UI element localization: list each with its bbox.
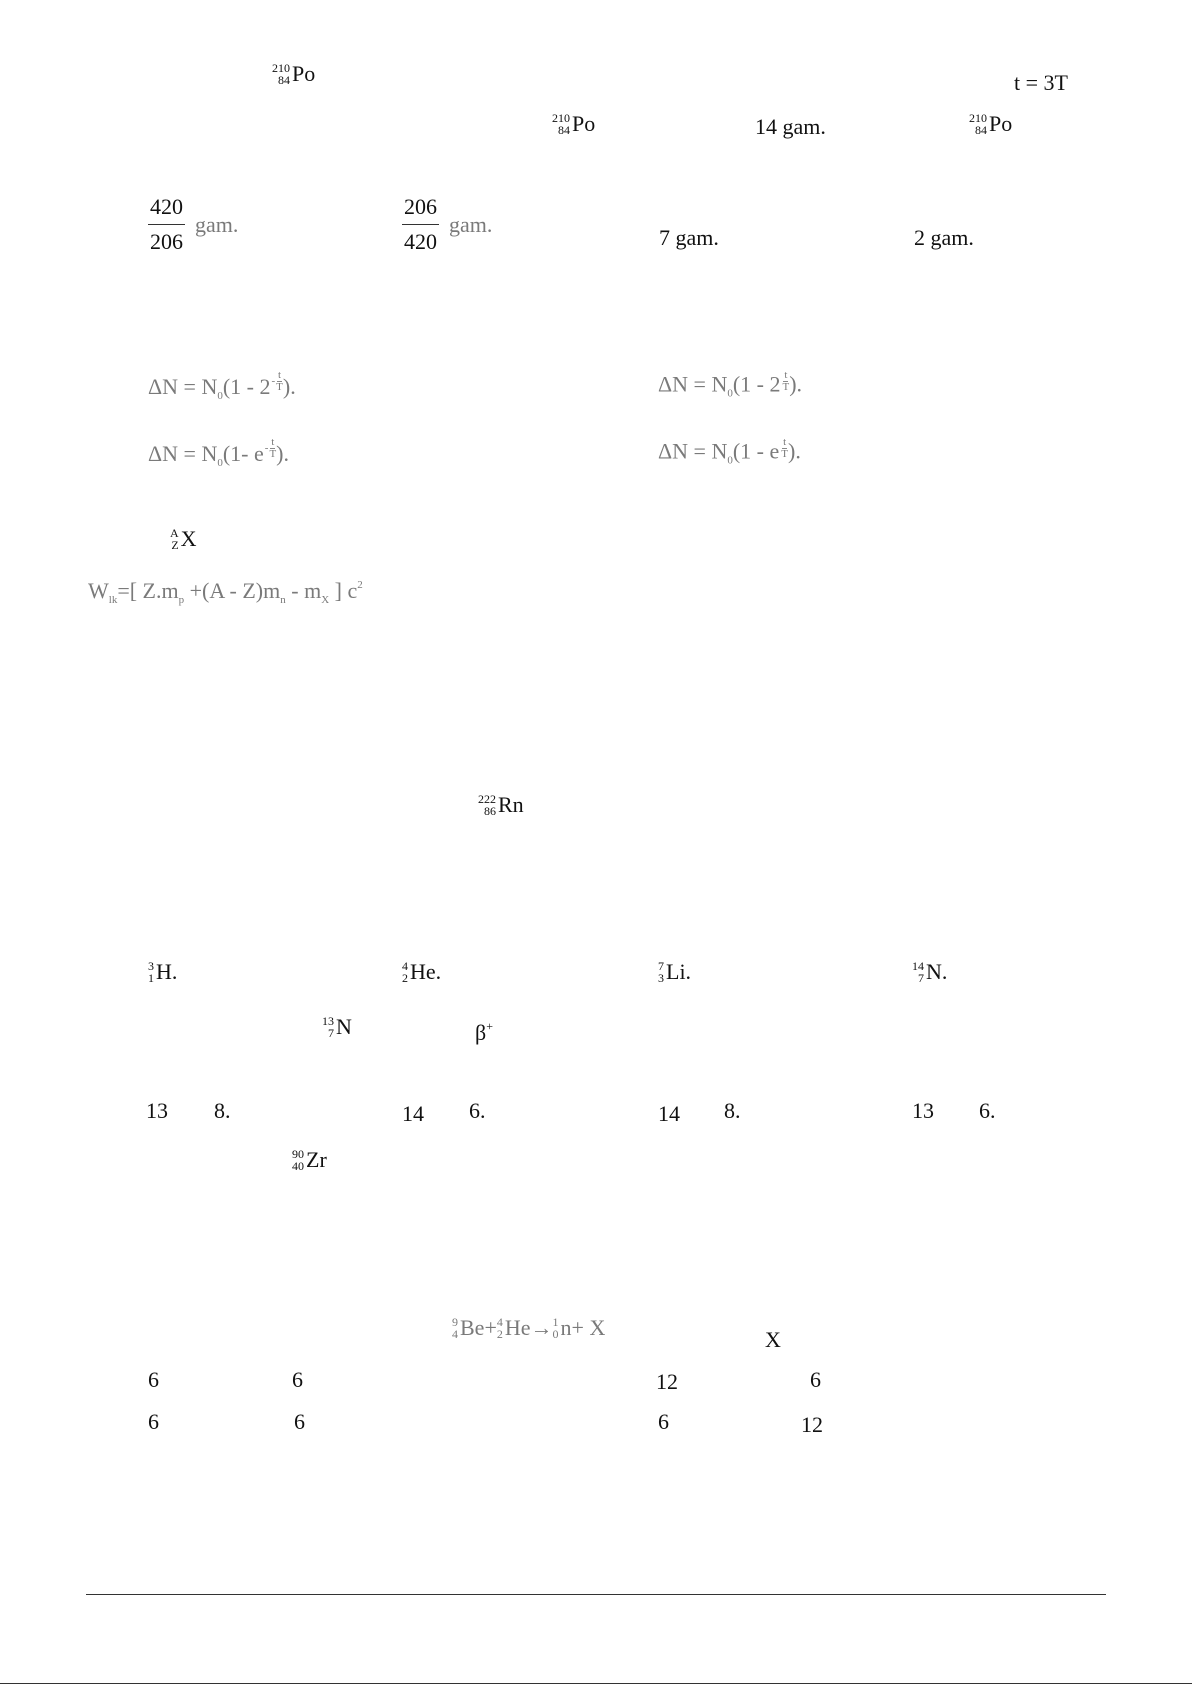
option-b-fraction: $\frac{206}{420}$ gam. <box>404 194 493 254</box>
option-c-value-2: 8. <box>724 1098 741 1123</box>
option-b-nuclide: 4 2 He. <box>402 959 442 985</box>
option-c-value-1: 14 <box>658 1101 680 1126</box>
zr-nuclide: 90 40 Zr <box>292 1147 327 1173</box>
beta-plus: β+ <box>475 1019 493 1045</box>
option-b-formula: $\Delta N = N_0(1 - 2$ t T ). <box>658 369 803 400</box>
option-d-value-2: 12 <box>801 1412 823 1437</box>
option-d-value-1: 6 <box>658 1409 669 1434</box>
generic-nuclide: A Z X <box>170 526 197 552</box>
page-bottom-border <box>0 1683 1192 1684</box>
binding-energy-formula: $W_{lk}=$[ $Z.m_p +(A - Z)m_n - m_X$ ] $c^2$ <box>88 578 363 606</box>
po-nuclide-1: 210 84 Po <box>272 61 316 87</box>
particle-x: X <box>765 1327 781 1352</box>
option-b-value-2: 6. <box>469 1098 486 1123</box>
option-b-value-2: 6 <box>810 1367 821 1392</box>
po-nuclide-3: 210 84 Po <box>969 111 1013 137</box>
mass-value: 14 gam. <box>755 114 826 139</box>
option-d-value-2: 6. <box>979 1098 996 1123</box>
option-b-value-1: 12 <box>656 1369 678 1394</box>
footer-divider <box>86 1594 1106 1595</box>
option-b-value-1: 14 <box>402 1101 424 1126</box>
n13-nuclide: 13 7 N <box>322 1014 352 1040</box>
option-a-value-1: 6 <box>148 1367 159 1392</box>
option-d-nuclide: 14 7 N. <box>912 959 948 985</box>
option-c-formula: $\Delta N = N_0(1-$ e - t T ). <box>148 436 289 469</box>
option-c-nuclide: 7 3 Li. <box>658 959 692 985</box>
option-a-nuclide: 3 1 H. <box>148 959 178 985</box>
time-expression: t = 3T <box>1014 70 1068 95</box>
rn-nuclide: 222 86 Rn <box>478 792 524 818</box>
option-a-fraction: $\frac{420}{206}$ gam. <box>150 194 239 254</box>
option-a-value-2: 8. <box>214 1098 231 1123</box>
option-d-value-1: 13 <box>912 1098 934 1123</box>
option-c-text: 7 gam. <box>659 225 719 250</box>
option-a-value-1: 13 <box>146 1098 168 1123</box>
po-nuclide-2: 210 84 Po <box>552 111 596 137</box>
option-d-text: 2 gam. <box>914 225 974 250</box>
option-a-value-2: 6 <box>292 1367 303 1392</box>
option-d-formula: $\Delta N = N_0(1 - e$ t T ). <box>658 436 801 467</box>
option-c-value-1: 6 <box>148 1409 159 1434</box>
nuclear-reaction: 9 4 Be + 4 2 He → 1 0 n + X <box>452 1315 606 1341</box>
option-c-value-2: 6 <box>294 1409 305 1434</box>
option-a-formula: $\Delta N = N_0(1 - 2$ - t T ). <box>148 369 296 402</box>
